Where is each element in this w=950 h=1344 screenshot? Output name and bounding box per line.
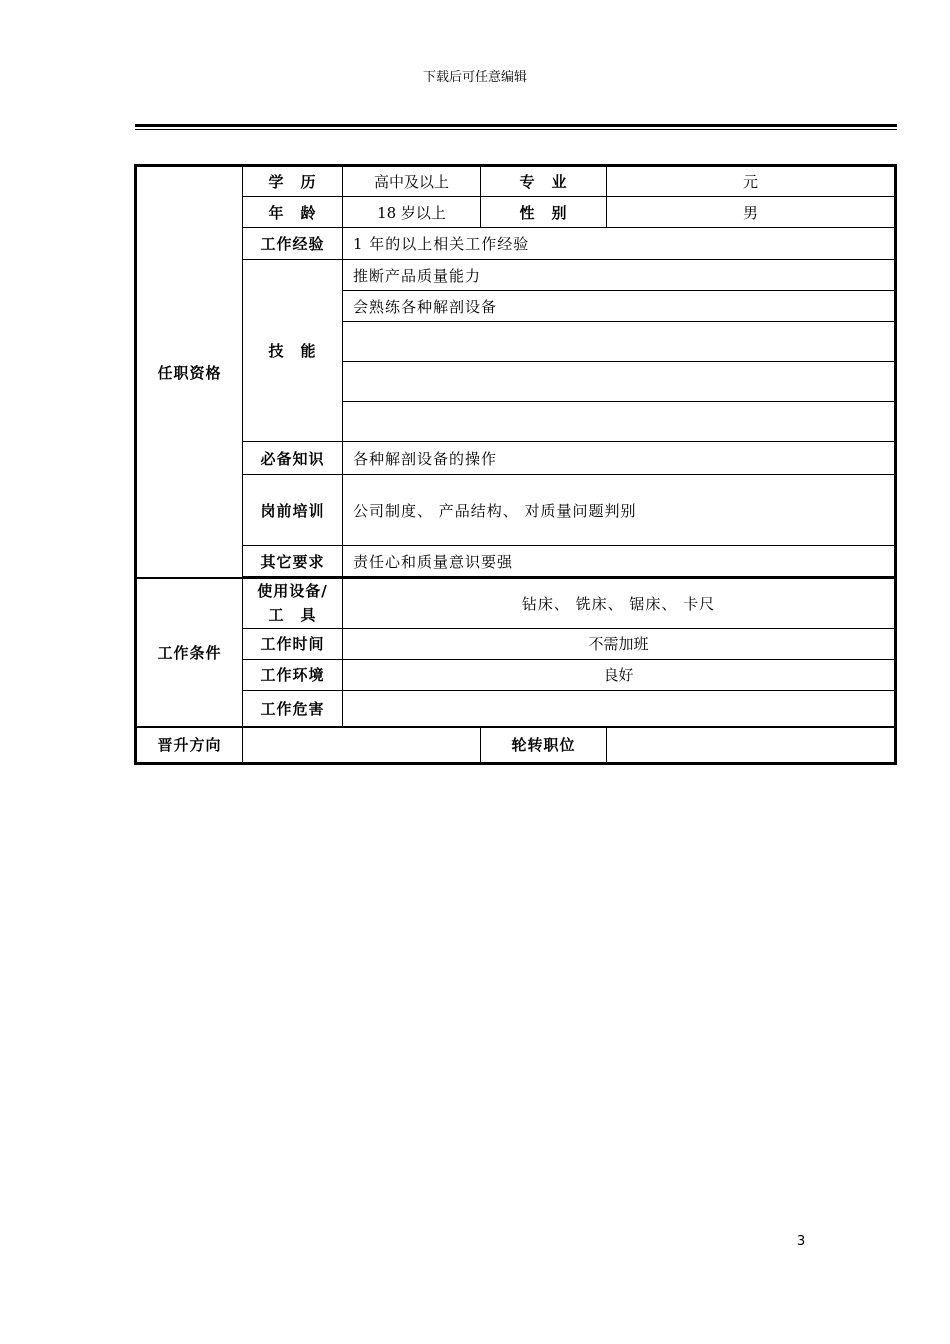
header-note: 下载后可任意编辑: [422, 70, 527, 85]
equipment-label-line1: 使用设备/: [257, 582, 328, 601]
work-hours-label: 工作时间: [243, 628, 343, 659]
other-requirements-label: 其它要求: [243, 546, 343, 577]
gender-label: 性 别: [481, 197, 607, 228]
skill-item-2: 会熟练各种解剖设备: [343, 291, 896, 322]
work-conditions-section-label: 工作条件: [136, 578, 243, 727]
rotation-value: [607, 727, 896, 763]
career-row: [136, 727, 896, 763]
skill-item-3: [343, 322, 896, 362]
equipment-label-line2: 工 具: [268, 606, 317, 625]
work-environment-value: 良好: [343, 659, 896, 690]
education-row: [136, 166, 896, 197]
experience-value: 1 年的以上相关工作经验: [343, 228, 896, 260]
job-requirements-table: [134, 164, 897, 765]
knowledge-row: [136, 442, 896, 475]
work-environment-label: 工作环境: [243, 659, 343, 690]
rotation-label: 轮转职位: [481, 727, 607, 763]
promotion-label: 晋升方向: [136, 727, 243, 763]
knowledge-label: 必备知识: [243, 442, 343, 475]
major-value: 元: [607, 166, 896, 197]
other-requirements-value: 责任心和质量意识要强: [343, 546, 896, 577]
skill-row-1: [136, 260, 896, 291]
qualifications-section-label: 任职资格: [136, 166, 243, 579]
work-hours-row: [136, 628, 896, 659]
work-hazards-value: [343, 690, 896, 727]
education-value: 高中及以上: [343, 166, 481, 197]
skills-label: 技 能: [243, 260, 343, 442]
experience-label: 工作经验: [243, 228, 343, 260]
skill-item-4: [343, 362, 896, 402]
work-hours-value: 不需加班: [343, 628, 896, 659]
age-label: 年 龄: [243, 197, 343, 228]
major-label: 专 业: [481, 166, 607, 197]
equipment-label: [243, 578, 343, 628]
equipment-value: 钻床、 铣床、 锯床、 卡尺: [343, 578, 896, 628]
work-environment-row: [136, 659, 896, 690]
training-label: 岗前培训: [243, 475, 343, 546]
gender-value: 男: [607, 197, 896, 228]
work-hazards-row: [136, 690, 896, 727]
skill-item-5: [343, 402, 896, 442]
promotion-value: [243, 727, 481, 763]
training-row: [136, 475, 896, 546]
knowledge-value: 各种解剖设备的操作: [343, 442, 896, 475]
age-row: [136, 197, 896, 228]
experience-row: [136, 228, 896, 260]
header-rule-thin: [135, 129, 897, 130]
other-requirements-row: [136, 546, 896, 577]
work-hazards-label: 工作危害: [243, 690, 343, 727]
age-value: 18 岁以上: [343, 197, 481, 228]
page-number: 3: [797, 1234, 806, 1249]
header-rule-thick: [135, 124, 897, 127]
education-label: 学 历: [243, 166, 343, 197]
skill-item-1: 推断产品质量能力: [343, 260, 896, 291]
training-value: 公司制度、 产品结构、 对质量问题判别: [343, 475, 896, 546]
equipment-row: [136, 578, 896, 628]
